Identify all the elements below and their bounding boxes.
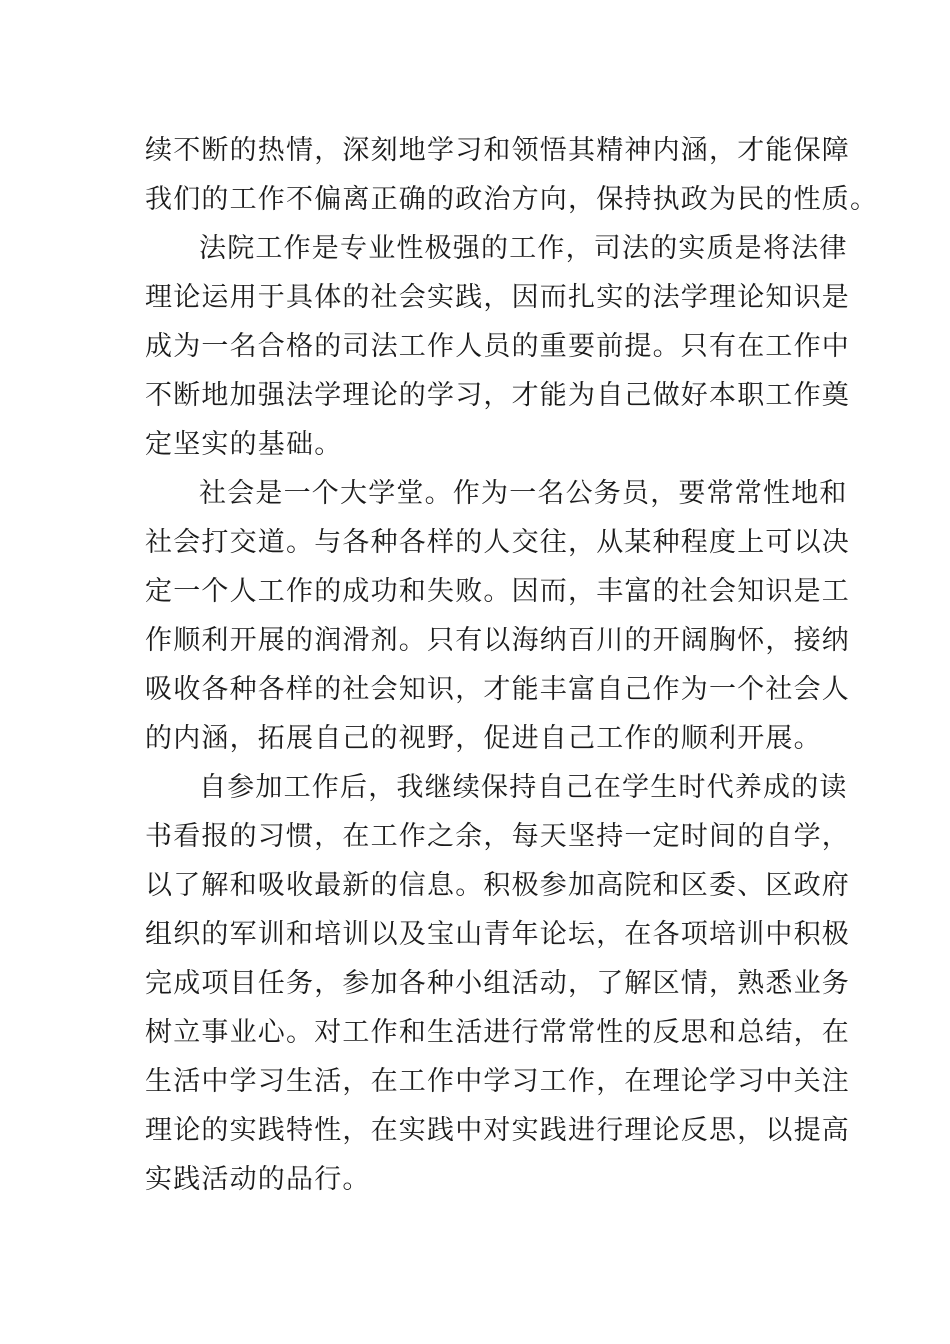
- paragraph-start-line: 法院工作是专业性极强的工作，司法的实质是将法律: [199, 233, 848, 264]
- text-line: 作顺利开展的润滑剂。只有以海纳百川的开阔胸怀，接纳: [145, 625, 850, 656]
- body-text: [145, 126, 879, 1204]
- text-line: 不断地加强法学理论的学习，才能为自己做好本职工作奠: [145, 380, 850, 411]
- text-line: 吸收各种各样的社会知识，才能丰富自己作为一个社会人: [145, 674, 850, 705]
- text-line: 以了解和吸收最新的信息。积极参加高院和区委、区政府: [145, 870, 850, 901]
- text-line: 书看报的习惯，在工作之余，每天坚持一定时间的自学，: [145, 821, 850, 852]
- text-line: 的内涵，拓展自己的视野，促进自己工作的顺利开展。: [145, 723, 822, 754]
- text-line: 续不断的热情，深刻地学习和领悟其精神内涵，才能保障: [145, 135, 850, 166]
- text-line: 生活中学习生活，在工作中学习工作，在理论学习中关注: [145, 1066, 850, 1097]
- text-line: 成为一名合格的司法工作人员的重要前提。只有在工作中: [145, 331, 850, 362]
- text-line: 理论运用于具体的社会实践，因而扎实的法学理论知识是: [145, 282, 850, 313]
- text-line: 定一个人工作的成功和失败。因而，丰富的社会知识是工: [145, 576, 850, 607]
- text-line: 社会打交道。与各种各样的人交往，从某种程度上可以决: [145, 527, 850, 558]
- text-line: 我们的工作不偏离正确的政治方向，保持执政为民的性质。: [145, 184, 879, 215]
- text-line: 实践活动的品行。: [145, 1164, 371, 1195]
- text-line: 完成项目任务，参加各种小组活动，了解区情，熟悉业务: [145, 968, 850, 999]
- paragraph-start-line: 社会是一个大学堂。作为一名公务员，要常常性地和: [199, 478, 848, 509]
- text-line: 树立事业心。对工作和生活进行常常性的反思和总结，在: [145, 1017, 850, 1048]
- text-line: 理论的实践特性，在实践中对实践进行理论反思，以提高: [145, 1115, 850, 1146]
- text-line: 组织的军训和培训以及宝山青年论坛，在各项培训中积极: [145, 919, 850, 950]
- paragraph-start-line: 自参加工作后，我继续保持自己在学生时代养成的读: [199, 772, 848, 803]
- text-line: 定坚实的基础。: [145, 429, 343, 460]
